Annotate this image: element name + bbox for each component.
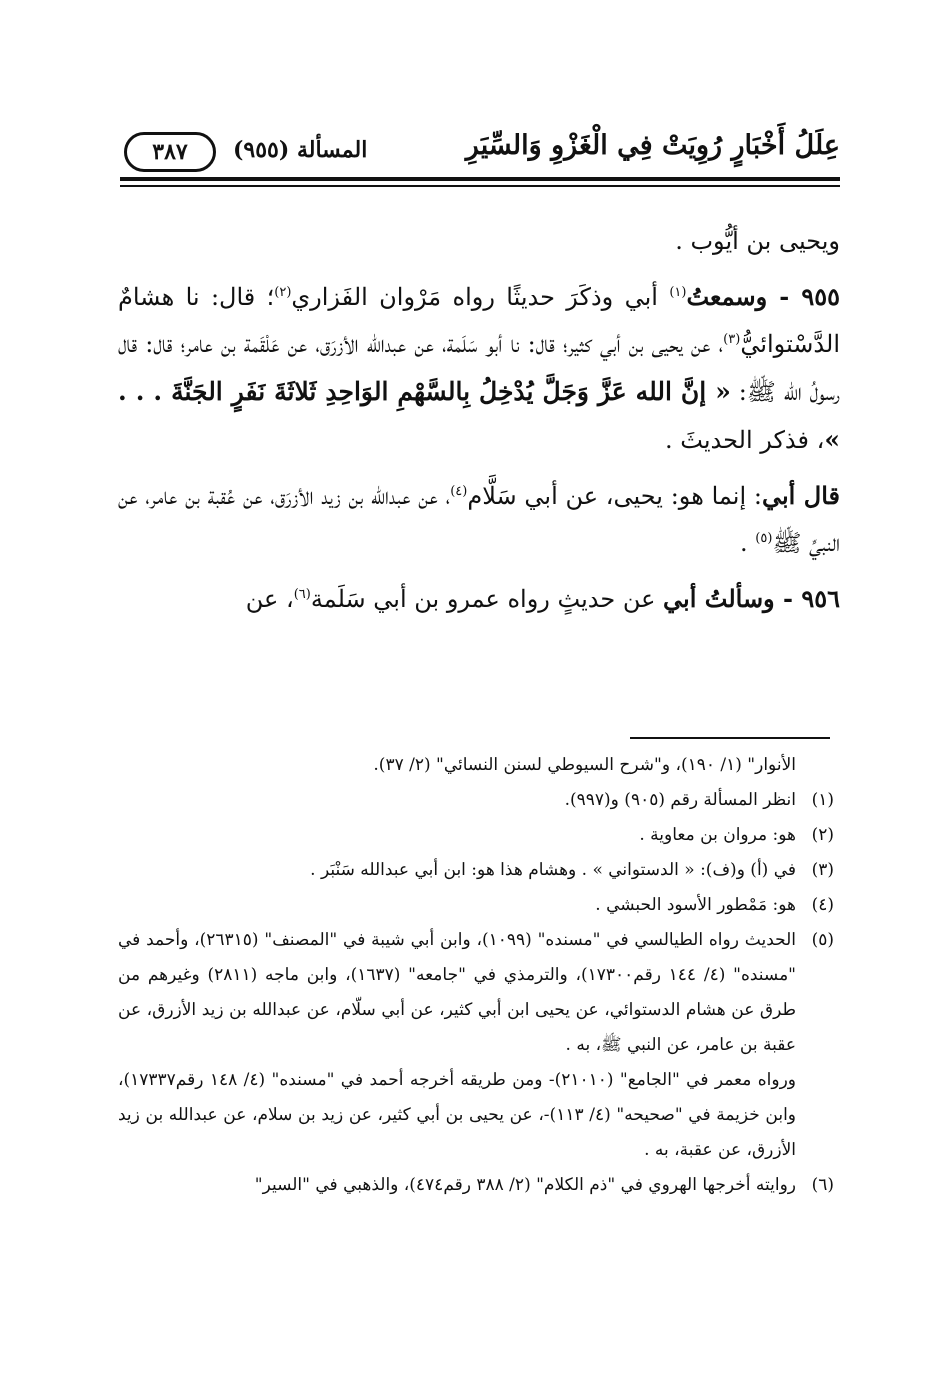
footnote-1 <box>118 783 834 818</box>
footnote-marker: (٢) <box>811 825 834 845</box>
footnote-text: انظر المسألة رقم (٩٠٥) و(٩٩٧). <box>564 790 796 810</box>
issue-number: ٩٥٦ - <box>774 584 840 613</box>
paragraph-continuation <box>118 218 840 265</box>
paragraph-father-comment <box>118 472 840 567</box>
footnote-3 <box>118 853 834 888</box>
book-title: عِلَلُ أَخْبَارٍ رُوِيَتْ فِي الْغَزْوِ وَالسِّيَرِ <box>465 130 840 161</box>
main-text <box>118 218 840 631</box>
footnote-marker: (١) <box>811 790 834 810</box>
footnote-ref-4[interactable]: (٤) <box>450 484 468 499</box>
lead-phrase: قال أبي <box>761 481 840 510</box>
paragraph-issue-955 <box>118 273 840 464</box>
footnote-ref-5[interactable]: (٥) <box>755 531 773 546</box>
footnote-marker: (٦) <box>811 1175 834 1195</box>
footnote-5-continuation: ورواه معمر في "الجامع" (٢١٠١٠)- ومن طريقه أخرجه أحمد في "مسنده" (٤/ ١٤٨ رقم١٧٣٣٧)، وابن خزيمة في "صحيحه" (٤/ ١١٣)-، عن يحيى بن أبي كثير، عن زيد بن سلام، عن عبدالله بن زيد الأزرق، عن عقبة، به . <box>118 1070 797 1160</box>
paragraph-text: ، فذكر الحديثَ . <box>665 426 825 454</box>
lead-phrase: وسألتُ أبي <box>663 584 775 613</box>
footnote-ref-3[interactable]: (٣) <box>723 332 741 347</box>
header-rule-thin <box>120 185 840 187</box>
footnote-marker: (٣) <box>811 860 834 880</box>
footnote-5 <box>118 923 834 1063</box>
paragraph-text: . <box>740 529 756 557</box>
footnote-marker: (٤) <box>811 895 834 915</box>
issue-number: ٩٥٥ - <box>767 282 840 311</box>
footnote-text: هو: مروان بن معاوية . <box>639 825 796 845</box>
footnote-ref-1[interactable]: (١) <box>669 285 687 300</box>
paragraph-text: ويحيى بن أيُّوب . <box>675 227 840 255</box>
footnotes <box>118 748 834 1203</box>
footnote-separator <box>630 737 830 739</box>
paragraph-text: عن حديثٍ رواه عمرو بن أبي سَلَمة <box>310 585 664 613</box>
footnote-ref-6[interactable]: (٦) <box>293 587 311 602</box>
lead-phrase: وسمعتُ <box>686 282 768 311</box>
paragraph-text: ، عن عبدالله بن زيد الأزرَق، عن عُقبة بن عامر، عن النبيِّ ﷺ <box>118 482 840 557</box>
hadith-quote: « إنَّ الله عَزَّ وَجَلَّ يُدْخِلُ بِالسَّهْمِ الوَاحِدِ ثَلاثَةَ نَفَرٍ الجَنَّةَ . . . » <box>118 377 840 454</box>
footnote-text: في (أ) و(ف): « الدستواني » . وهشام هذا هو: ابن أبي عبدالله سَنْبَر . <box>310 860 796 880</box>
paragraph-text: : إنما هو: يحيى، عن أبي سَلَّام <box>467 482 762 510</box>
footnote-text: الحديث رواه الطيالسي في "مسنده" (١٠٩٩)، وابن أبي شيبة في "المصنف" (٢٦٣١٥)، وأحمد في "مسنده" (٤/ ١٤٤ رقم١٧٣٠٠)، والترمذي في "جامعه" (١٦٣٧)، وابن ماجه (٢٨١١) وغيرهم من طرق عن هشام الدستوائي، عن يحيى ابن أبي كثير، عن أبي سلّام، عن عبدالله بن زيد الأزرق، عن عقبة بن عامر، عن النبي ﷺ، به . <box>118 930 797 1055</box>
footnote-4 <box>118 888 834 923</box>
footnote-2 <box>118 818 834 853</box>
issue-reference: المسألة (٩٥٥) <box>233 137 368 163</box>
footnote-carryover: الأنوار" (١/ ١٩٠)، و"شرح السيوطي لسنن النسائي" (٢/ ٣٧). <box>373 755 796 775</box>
footnote-6 <box>118 1168 834 1203</box>
paragraph-text: ؛ قال: نا هشامٌ الدَّسْتوائيُّ <box>118 283 840 358</box>
paragraph-text: ، عن يحيى بن أبي كثير؛ قال: نا أبو سَلَمة، عن عبدالله الأزرَق، عن عَلْقَمة بن عامر؛ قال: قال رسولُ الله ﷺ: <box>118 330 840 406</box>
paragraph-text: أبي وذكَرَ حديثًا رواه مَرْوان الفَزاري <box>291 283 670 311</box>
running-header <box>115 122 840 172</box>
footnote-text: هو: مَمْطور الأسود الحبشي . <box>595 895 796 915</box>
footnote-ref-2[interactable]: (٢) <box>274 285 292 300</box>
paragraph-text: ، عن <box>245 585 294 613</box>
page-number: ٣٨٧ <box>124 132 216 172</box>
paragraph-issue-956 <box>118 575 840 623</box>
footnote-text: روايته أخرجها الهروي في "ذم الكلام" (٢/ ٣٨٨ رقم٤٧٤)، والذهبي في "السير" <box>254 1175 796 1195</box>
header-rule-thick <box>120 177 840 181</box>
footnote-marker: (٥) <box>811 930 834 950</box>
